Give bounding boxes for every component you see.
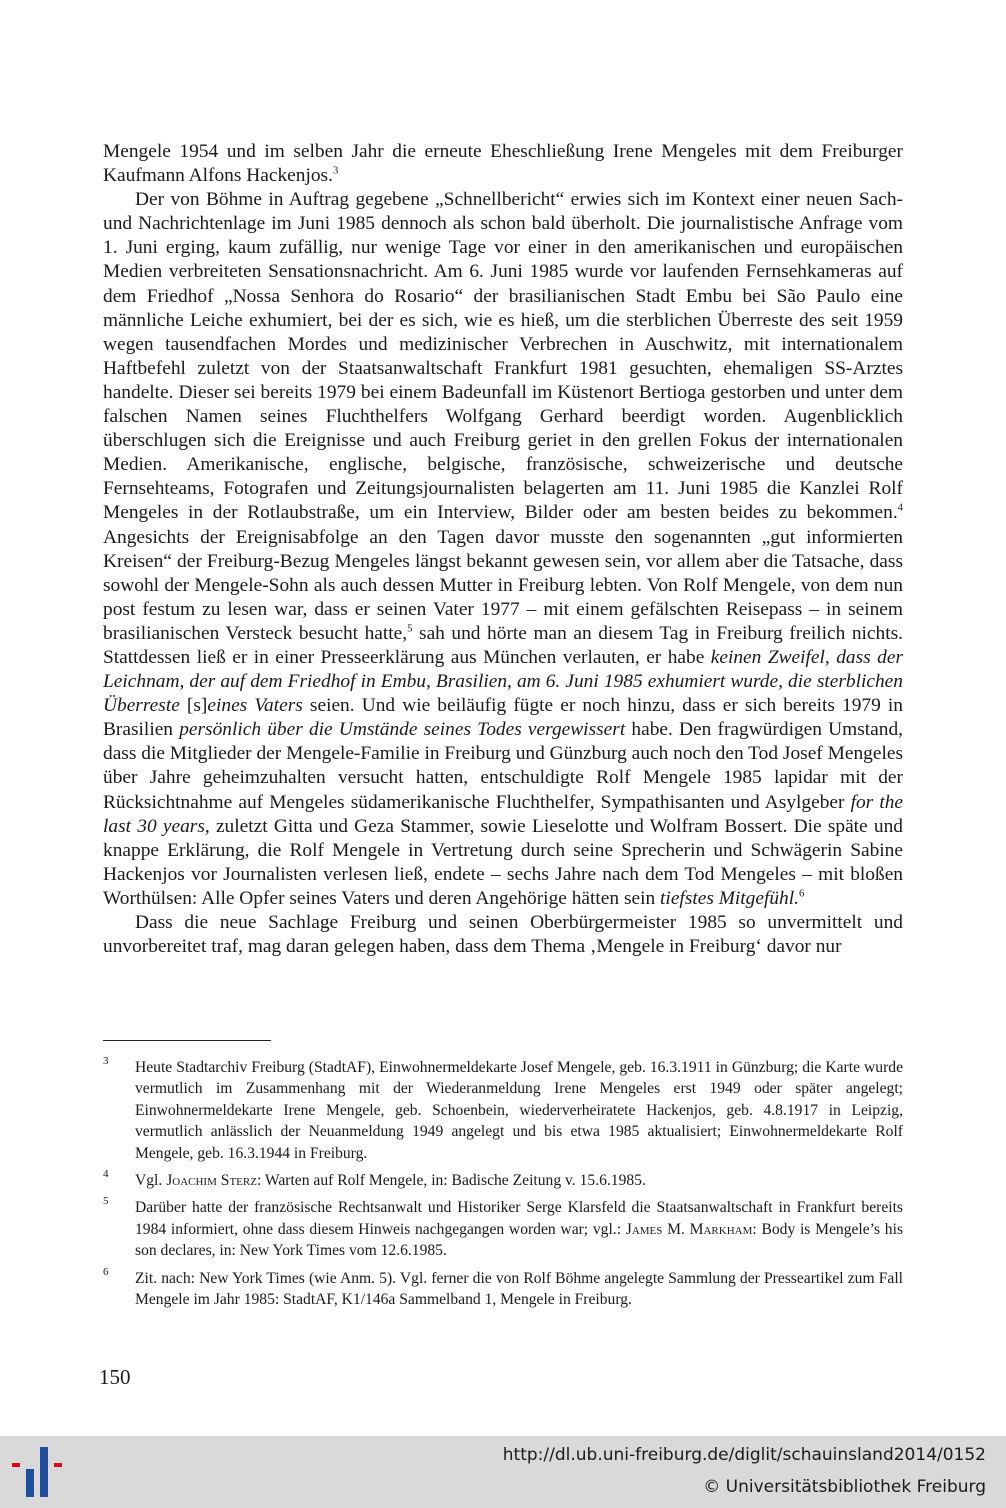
quote-italic-1: keinen Zweifel, dass der Leichnam, der auf dem Friedhof in Embu, Brasilien, am 6. Juni 1985 exhumiert wurde, die sterblichen Überreste: [103, 646, 903, 717]
footnotes: [103, 1057, 903, 1316]
footnote-author: Joachim Sterz: [166, 1172, 257, 1190]
footnote-3: [103, 1057, 903, 1164]
footnote-number: 5: [103, 1195, 109, 1208]
footer-bar: [0, 1436, 1006, 1508]
paragraph-2: Der von Böhme in Auftrag gegebene „Schnellbericht“ erwies sich im Kontext einer neuen Sach- und Nachrichtenlage im Juni 1985 dennoch als schon bald überholt. Die journalistische Anfrage vom 1. Juni erging, kaum zufällig, nur wenige Tage vor einer in den amerikanischen und europäischen Medien verbreiteten Sensationsnachricht. Am 6. Juni 1985 wurde vor laufenden Fernsehkameras auf dem Friedhof „Nossa Senhora do Rosario“ der brasilianischen Stadt Embu bei São Paulo eine männliche Leiche exhumiert, bei der es sich, wie es hieß, um die sterblichen Überreste des seit 1959 wegen tausendfachen Mordes und medizinischer Verbrechen in Auschwitz, mit internationalem Haftbefehl zuletzt von der Staatsanwaltschaft Frankfurt 1981 gesuchten, ehemaligen SS-Arztes handelte. Dieser sei bereits 1979 bei einem Badeunfall im Küstenort Bertioga gestorben und unter dem falschen Namen seines Fluchthelfers Wolfgang Gerhard beerdigt worden. Augenblicklich überschlugen sich die Ereignisse und auch Freiburg geriet in den grellen Fokus der internationalen Medien. Amerikanische, englische, belgische, französische, schweizerische und deutsche Fernsehteams, Fotografen und Zeitungsjournalisten belagerten am 11. Juni 1985 die Kanzlei Rolf Mengeles in der Rotlaubstraße, um ein Interview, Bilder oder am besten beides zu bekommen.$^4$ Angesichts der Ereignisabfolge an den Tagen davor musste den sogenannten „gut informierten Kreisen“ der Freiburg-Bezug Mengeles längst bekannt gewesen sein, vor allem aber die Tatsache, dass sowohl der Mengele-Sohn als auch dessen Mutter in Freiburg lebten. Von Rolf Mengele, von dem nun post festum zu lesen war, dass er seinen Vater 1977 – mit einem gefälschten Reisepass – in seinem brasilianischen Versteck besucht hatte,$^5$ sah und hörte man an diesem Tag in Freiburg freilich nichts. Stattdessen ließ er in einer Presseerklärung aus München verlauten, er habe keinen Zweifel, dass der Leichnam, der auf dem Friedhof in Embu, Brasilien, am 6. Juni 1985 exhumiert wurde, die sterblichen Überreste [s]eines Vaters seien. Und wie beiläufig fügte er noch hinzu, dass er sich bereits 1979 in Brasilien persönlich über die Umstände seines Todes vergewissert habe. Den fragwürdigen Umstand, dass die Mitglieder der Mengele-Familie in Freiburg und Günzburg auch noch den Tod Josef Mengeles über Jahre geheimzuhalten versucht hatten, entschuldigte Rolf Mengele 1985 lapidar mit der Rücksichtnahme auf Mengeles südamerikanische Fluchthelfer, Sympathisanten und Asylgeber for the last 30 years, zuletzt Gitta und Geza Stammer, sowie Lieselotte und Wolfram Bossert. Die späte und knappe Erklärung, die Rolf Mengele in Vertretung durch seine Sprecherin und Schwägerin Sabine Hackenjos vor Journalisten verlesen ließ, endete – sechs Jahre nach dem Tod Mengeles – mit bloßen Worthülsen: Alle Opfer seines Vaters und deren Angehörige hätten sein tiefstes Mitgefühl.$^6$: [103, 189, 904, 909]
footnote-number: 4: [103, 1168, 109, 1181]
footnote-5: 5 Darüber hatte der französische Rechtsanwalt und Historiker Serge Klarsfeld die Staatsanwaltschaft in Frankfurt bereits 1984 informiert, ohne dass diesem Hinweis nachgegangen worden war; vgl.: James M. Markham: Body is Mengele’s his son declares, in: New York Times vom 12.6.1985.: [103, 1195, 903, 1260]
quote-italic-5: tiefstes Mitgefühl.: [660, 887, 799, 909]
footnote-ref-5[interactable]: 5: [407, 622, 413, 635]
copyright-text: © Universitätsbibliothek Freiburg: [703, 1477, 986, 1497]
permalink-url[interactable]: http://dl.ub.uni-freiburg.de/diglit/schauinsland2014/0152: [502, 1445, 986, 1465]
body-text: [103, 140, 903, 959]
quote-italic-4: for the last 30 years: [103, 791, 904, 837]
paragraph-1: Mengele 1954 und im selben Jahr die erneute Eheschließung Irene Mengeles mit dem Freiburger Kaufmann Alfons Hackenjos.$^3$: [103, 141, 903, 187]
footnote-author: James M. Markham: [625, 1220, 753, 1238]
footnote-ref-3[interactable]: 3: [332, 164, 339, 177]
footnote-ref-6[interactable]: 6: [799, 887, 805, 900]
footnote-text: Heute Stadtarchiv Freiburg (StadtAF), Einwohnermeldekarte Josef Mengele, geb. 16.3.1911 in Günzburg; die Karte wurde vermutlich im Zusammenhang mit der Wiederanmeldung Irene Mengeles erst 1949 oder später angelegt; Einwohnermeldekarte Irene Mengele, geb. Schoenbein, wiederverheiratete Hackenjos, geb. 4.8.1917 in Leipzig, vermutlich anlässlich der Neuanmeldung 1949 angelegt und bis etwa 1985 aktualisiert; Einwohnermeldekarte Rolf Mengele, geb. 16.3.1944 in Freiburg.: [135, 1059, 903, 1162]
footnote-4: 4 Vgl. Joachim Sterz: Warten auf Rolf Mengele, in: Badische Zeitung v. 15.6.1985.: [103, 1168, 646, 1190]
quote-italic-2: eines Vaters: [207, 695, 303, 717]
footnote-number: 6: [103, 1265, 109, 1278]
paragraph-3: Dass die neue Sachlage Freiburg und seinen Oberbürgermeister 1985 so unvermittelt und unvorbereitet traf, mag daran gelegen haben, dass dem Thema ‚Mengele in Freiburg‘ davor nur: [103, 912, 903, 958]
page-number: 150: [99, 1365, 131, 1389]
ub-freiburg-logo-icon[interactable]: [12, 1447, 64, 1497]
footnote-text: Zit. nach: New York Times (wie Anm. 5). Vgl. ferner die von Rolf Böhme angelegte Sammlung der Presseartikel zum Fall Mengele im Jahr 1985: StadtAF, K1/146a Sammelband 1, Mengele in Freiburg.: [135, 1269, 903, 1309]
quote-italic-3: persönlich über die Umstände seines Todes vergewissert: [179, 719, 626, 741]
footnote-separator: [103, 1040, 271, 1041]
footnote-number: 3: [103, 1055, 109, 1067]
footnote-ref-4[interactable]: 4: [897, 501, 903, 514]
footnote-6: [103, 1265, 903, 1311]
